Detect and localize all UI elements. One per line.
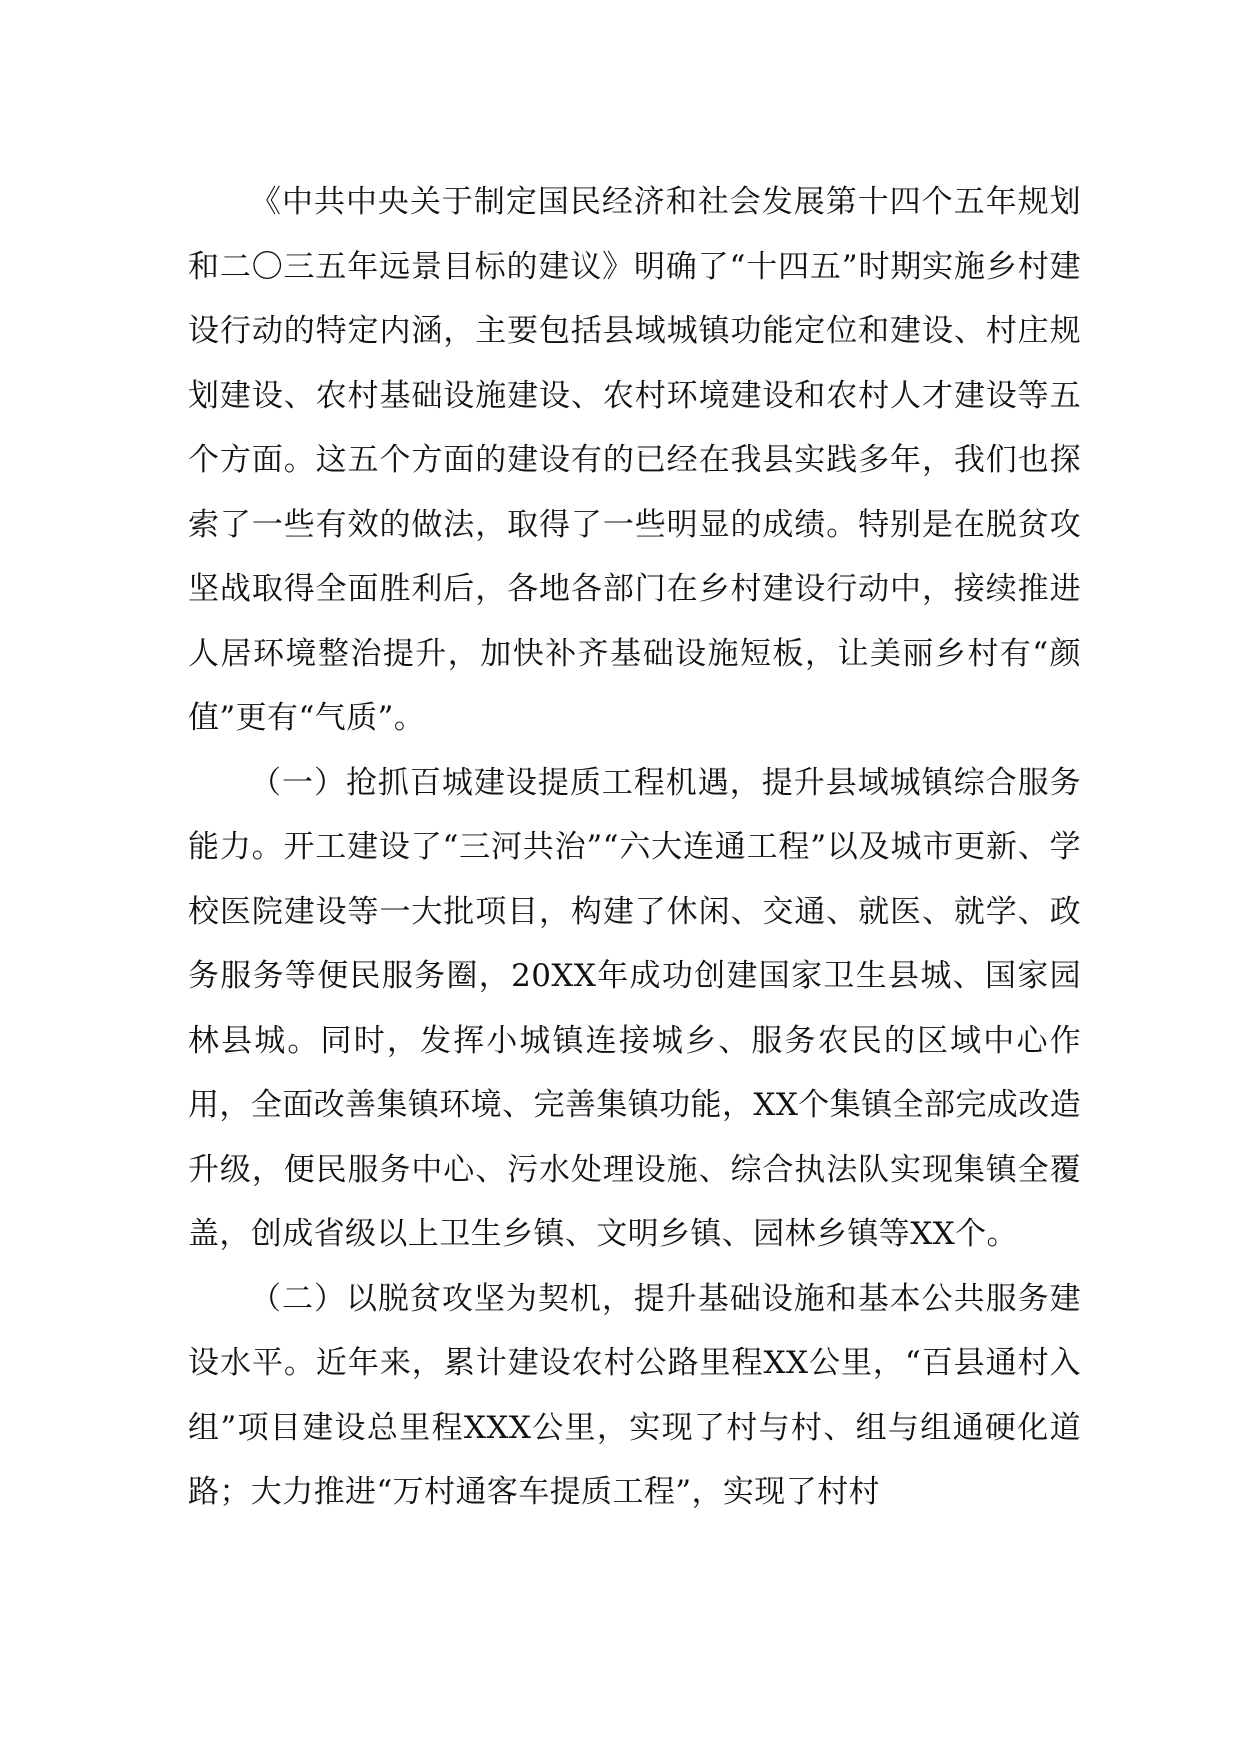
document-body (188, 170, 1081, 1525)
paragraph-intro: 《中共中央关于制定国民经济和社会发展第十四个五年规划和二〇三五年远景目标的建议》明确了“十四五”时期实施乡村建设行动的特定内涵，主要包括县域城镇功能定位和建设、村庄规划建设、农村基础设施建设、农村环境建设和农村人才建设等五个方面。这五个方面的建设有的已经在我县实践多年，我们也探索了一些有效的做法，取得了一些明显的成绩。特别是在脱贫攻坚战取得全面胜利后，各地各部门在乡村建设行动中，接续推进人居环境整治提升，加快补齐基础设施短板，让美丽乡村有“颜值”更有“气质”。 (188, 184, 1081, 736)
paragraph-section-two: （二）以脱贫攻坚为契机，提升基础设施和基本公共服务建设水平。近年来，累计建设农村公路里程XX公里，“百县通村入组”项目建设总里程XXX公里，实现了村与村、组与组通硬化道路；大力推进“万村通客车提质工程”，实现了村村 (188, 1280, 1081, 1510)
paragraph-section-one: （一）抢抓百城建设提质工程机遇，提升县域城镇综合服务能力。开工建设了“三河共治”“六大连通工程”以及城市更新、学校医院建设等一大批项目，构建了休闲、交通、就医、就学、政务服务等便民服务圈，20XX年成功创建国家卫生县城、国家园林县城。同时，发挥小城镇连接城乡、服务农民的区域中心作用，全面改善集镇环境、完善集镇功能，XX个集镇全部完成改造升级，便民服务中心、污水处理设施、综合执法队实现集镇全覆盖，创成省级以上卫生乡镇、文明乡镇、园林乡镇等XX个。 (188, 764, 1081, 1252)
